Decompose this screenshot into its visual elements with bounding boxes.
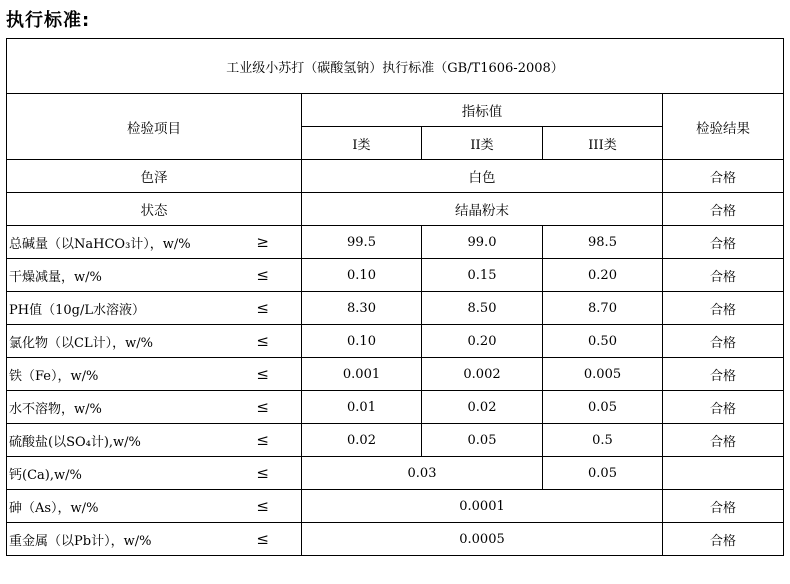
row-item-state: 状态: [7, 193, 302, 226]
row-item: [7, 292, 302, 325]
row-value-class-1: 0.01: [302, 391, 422, 424]
row-item-color: 色泽: [7, 160, 302, 193]
row-value-class-3: 0.05: [543, 457, 663, 490]
row-item: [7, 259, 302, 292]
row-item-label: 重金属（以Pb计），w/%: [9, 533, 152, 549]
table-row: [7, 523, 784, 556]
row-result: 合格: [663, 490, 784, 523]
page-heading: 执行标准:: [6, 10, 91, 31]
row-value-class-3: 0.5: [543, 424, 663, 457]
row-value-class-3: 98.5: [543, 226, 663, 259]
row-item: [7, 457, 302, 490]
col-result-header: 检验结果: [663, 94, 784, 160]
header-row: [7, 94, 784, 127]
row-item-label: 总碱量（以NaHCO₃计），w/%: [9, 236, 191, 252]
row-operator: ≤: [256, 365, 269, 383]
subcol-class-1: I类: [302, 127, 422, 160]
row-item-label: 干燥减量，w/%: [9, 269, 102, 285]
row-operator: ≤: [256, 497, 269, 515]
row-value-class-2: 0.20: [422, 325, 543, 358]
row-operator: ≤: [256, 431, 269, 449]
col-index-header: 指标值: [302, 94, 663, 127]
row-value-merged: 0.0005: [302, 523, 663, 556]
row-value-class-2: 0.05: [422, 424, 543, 457]
row-result: 合格: [663, 259, 784, 292]
table-row: [7, 391, 784, 424]
row-result: 合格: [663, 292, 784, 325]
row-item: [7, 391, 302, 424]
row-result: [663, 457, 784, 490]
row-result: 合格: [663, 325, 784, 358]
table-row: [7, 325, 784, 358]
row-value-class-3: 0.005: [543, 358, 663, 391]
row-result: 合格: [663, 226, 784, 259]
col-item-header: 检验项目: [7, 94, 302, 160]
row-value-class-1: 99.5: [302, 226, 422, 259]
row-item-label: PH值（10g/L水溶液）: [9, 302, 145, 318]
row-value-merged: 0.0001: [302, 490, 663, 523]
row-item-label: 砷（As），w/%: [9, 500, 99, 516]
row-item: [7, 358, 302, 391]
row-value-class-2: 0.15: [422, 259, 543, 292]
row-value-class-2: 8.50: [422, 292, 543, 325]
row-value-class-2: 0.02: [422, 391, 543, 424]
table-row: [7, 226, 784, 259]
table-title: 工业级小苏打（碳酸氢钠）执行标准（GB/T1606-2008）: [7, 39, 784, 94]
row-value-class-1-2: 0.03: [302, 457, 543, 490]
row-operator: ≤: [256, 299, 269, 317]
row-value-class-3: 8.70: [543, 292, 663, 325]
row-item: [7, 523, 302, 556]
row-value-class-2: 99.0: [422, 226, 543, 259]
row-operator: ≤: [256, 332, 269, 350]
table-row: [7, 292, 784, 325]
row-item: [7, 325, 302, 358]
table-row: [7, 358, 784, 391]
row-value-class-1: 0.10: [302, 259, 422, 292]
row-item-label: 铁（Fe），w/%: [9, 368, 99, 384]
row-operator: ≤: [256, 530, 269, 548]
row-value-class-3: 0.05: [543, 391, 663, 424]
table-row: [7, 457, 784, 490]
row-operator: ≤: [256, 398, 269, 416]
row-value-class-3: 0.20: [543, 259, 663, 292]
table-row: [7, 490, 784, 523]
row-result: 合格: [663, 193, 784, 226]
row-result: 合格: [663, 523, 784, 556]
row-value-class-2: 0.002: [422, 358, 543, 391]
row-item: [7, 226, 302, 259]
row-result: 合格: [663, 424, 784, 457]
row-operator: ≤: [256, 266, 269, 284]
row-operator: ≥: [256, 233, 269, 251]
row-value-class-1: 0.10: [302, 325, 422, 358]
standard-table: [6, 38, 784, 556]
row-value-class-1: 8.30: [302, 292, 422, 325]
subcol-class-2: II类: [422, 127, 543, 160]
subcol-class-3: III类: [543, 127, 663, 160]
row-result: 合格: [663, 358, 784, 391]
table-row: [7, 193, 784, 226]
row-item: [7, 490, 302, 523]
row-value-merged: 白色: [302, 160, 663, 193]
row-item-label: 水不溶物，w/%: [9, 401, 102, 417]
row-value-class-1: 0.02: [302, 424, 422, 457]
table-row: [7, 259, 784, 292]
row-item-label: 硫酸盐(以SO₄计),w/%: [9, 434, 141, 450]
table-row: [7, 424, 784, 457]
row-result: 合格: [663, 391, 784, 424]
row-item-label: 钙(Ca),w/%: [9, 467, 82, 483]
row-value-class-1: 0.001: [302, 358, 422, 391]
table-row: [7, 160, 784, 193]
row-item-label: 氯化物（以CL计），w/%: [9, 335, 153, 351]
row-value-merged: 结晶粉末: [302, 193, 663, 226]
row-operator: ≤: [256, 464, 269, 482]
row-result: 合格: [663, 160, 784, 193]
row-item: [7, 424, 302, 457]
table-title-row: [7, 39, 784, 94]
row-value-class-3: 0.50: [543, 325, 663, 358]
